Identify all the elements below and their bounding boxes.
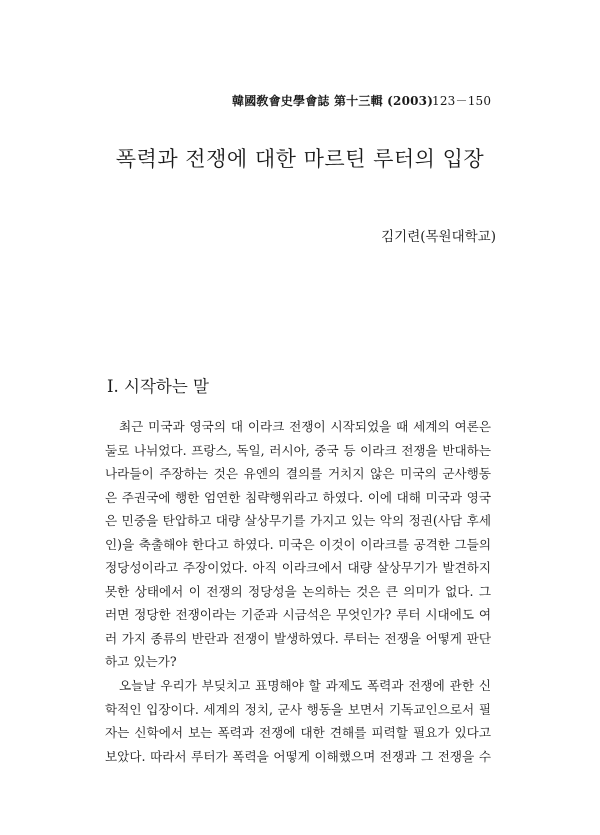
journal-citation: 韓國敎會史學會誌 第十三輯 (2003) — [232, 94, 434, 108]
text-line: 최근 미국과 영국의 대 이라크 전쟁이 시작되었을 때 세계의 여론은 — [119, 419, 491, 434]
body-text — [105, 415, 491, 768]
running-head — [232, 92, 492, 109]
text-line: 은 민중을 탄압하고 대량 살상무기를 가지고 있는 악의 정권(사담 후세 — [105, 513, 491, 529]
text-line: 하고 있는가? — [105, 654, 177, 670]
author-affiliation: 김기련(목원대학교) — [381, 229, 496, 245]
text-line: 나라들이 주장하는 것은 유엔의 결의를 거치지 않은 미국의 군사행동 — [105, 466, 491, 482]
page-range: 123－150 — [432, 94, 492, 108]
text-line: 은 주권국에 행한 엄연한 침략행위라고 하였다. 이에 대해 미국과 영국 — [105, 489, 491, 505]
text-line: 보았다. 따라서 루터가 폭력을 어떻게 이해했으며 전쟁과 그 전쟁을 수 — [105, 748, 491, 764]
section-heading: I. 시작하는 말 — [107, 377, 209, 396]
text-line: 정당성이라고 주장이었다. 아직 이라크에서 대량 살상무기가 발견하지 — [105, 560, 491, 576]
text-line: 오늘날 우리가 부딪치고 표명해야 할 과제도 폭력과 전쟁에 관한 신 — [119, 678, 491, 694]
article-title: 폭력과 전쟁에 대한 마르틴 루터의 입장 — [115, 147, 485, 171]
text-line: 학적인 입장이다. 세계의 정치, 군사 행동을 보면서 기독교인으로서 필 — [105, 701, 491, 717]
text-line: 둘로 나뉘었다. 프랑스, 독일, 러시아, 중국 등 이라크 전쟁을 반대하는 — [105, 442, 491, 458]
text-line: 인)을 축출해야 한다고 하였다. 미국은 이것이 이라크를 공격한 그들의 — [105, 536, 491, 552]
text-line: 못한 상태에서 이 전쟁의 정당성을 논의하는 것은 큰 의미가 없다. 그 — [105, 583, 491, 599]
text-line: 자는 신학에서 보는 폭력과 전쟁에 대한 견해를 피력할 필요가 있다고 — [105, 725, 491, 741]
text-line: 러 가지 종류의 반란과 전쟁이 발생하였다. 루터는 전쟁을 어떻게 판단 — [105, 630, 491, 646]
text-line: 러면 정당한 전쟁이라는 기준과 시금석은 무엇인가? 루터 시대에도 여 — [105, 607, 491, 623]
